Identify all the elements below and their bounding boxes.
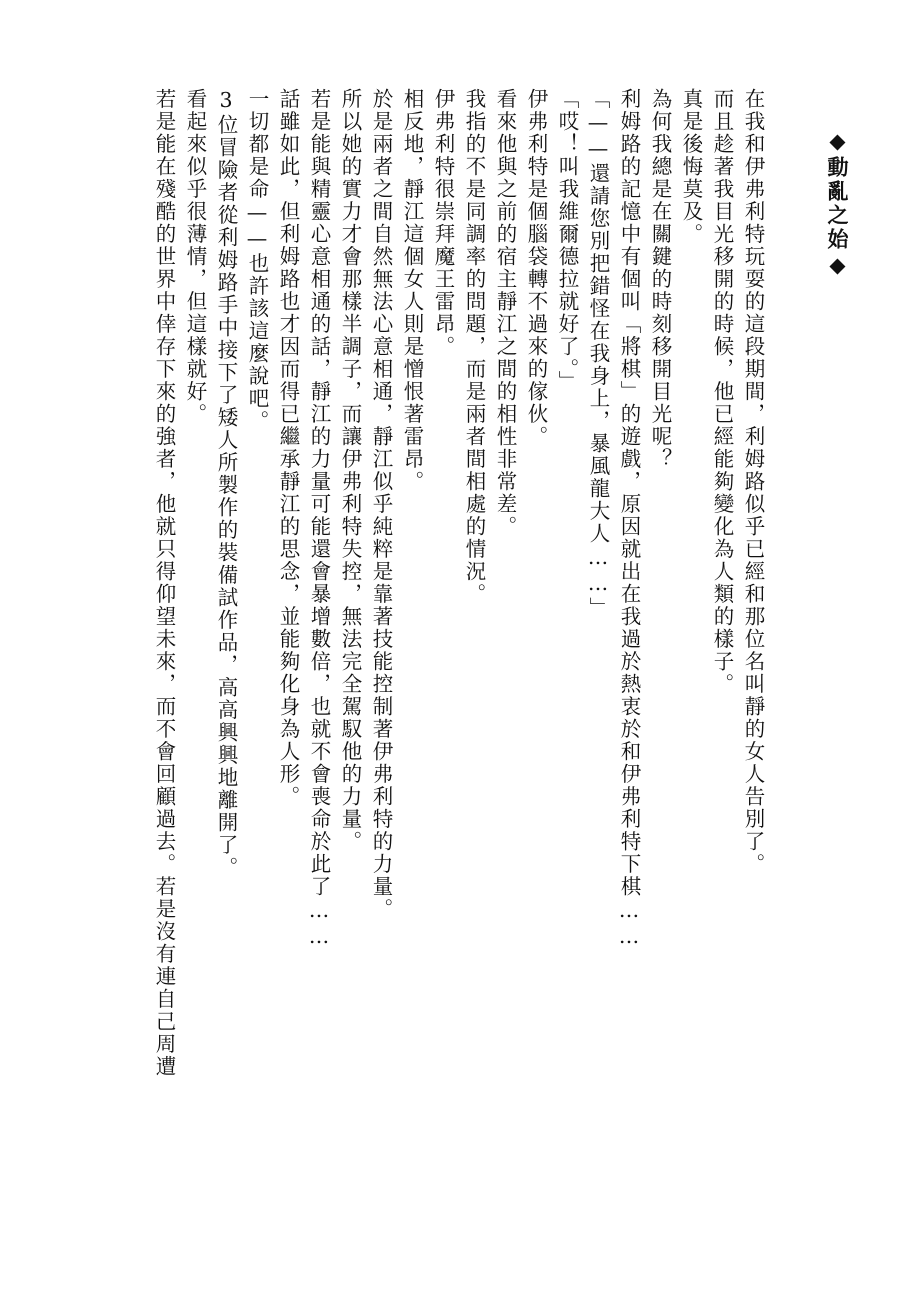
text-column: 相反地，靜江這個女人則是憎恨著雷昂。 — [400, 88, 424, 493]
vertical-text-body — [40, 88, 853, 1248]
text-column: 話雖如此，但利姆路也才因而得已繼承靜江的思念，並能夠化身為人形。 — [276, 88, 300, 808]
text-column: 在我和伊弗利特玩耍的這段期間，利姆路似乎已經和那位名叫靜的女人告別了。 — [741, 88, 765, 876]
text-column: 利姆路的記憶中有個叫「將棋」的遊戲，原因就出在我過於熱衷於和伊弗利特下棋…… — [617, 88, 641, 950]
text-column: 真是後悔莫及。 — [679, 88, 703, 246]
text-column: 為何我總是在關鍵的時刻移開目光呢？ — [648, 88, 672, 471]
text-column: 而且趁著我目光移開的時候，他已經能夠變化為人類的樣子。 — [710, 88, 734, 696]
text-column: 「——還請您別把錯怪在我身上，暴風龍大人……」 — [586, 88, 610, 620]
heading-gutter — [768, 88, 822, 1248]
text-column: 若是能在殘酷的世界中倖存下來的強者，他就只得仰望未來，而不會回顧過去。若是沒有連自己周遭 — [152, 88, 176, 1078]
text-column: 看起來似乎很薄情，但這樣就好。 — [183, 88, 207, 426]
chapter-heading: ◆動亂之始◆ — [825, 128, 850, 280]
text-column: 伊弗利特是個腦袋轉不過來的傢伙。 — [524, 88, 548, 448]
text-column: 3位冒險者從利姆路手中接下了矮人所製作的裝備試作品，高高興興地離開了。 — [214, 88, 238, 879]
text-column: 若是能與精靈心意相通的話，靜江的力量可能還會暴增數倍，也就不會喪命於此了…… — [307, 88, 331, 950]
text-column: 一切都是命——也許該這麼說吧。 — [245, 88, 269, 433]
text-column: 看來他與之前的宿主靜江之間的相性非常差。 — [493, 88, 517, 538]
text-column: 「哎！叫我維爾德拉就好了。」 — [555, 88, 579, 393]
text-column: 我指的不是同調率的問題，而是兩者間相處的情況。 — [462, 88, 486, 606]
text-column: 於是兩者之間自然無法心意相通，靜江似乎純粹是靠著技能控制著伊弗利特的力量。 — [369, 88, 393, 921]
text-column: 伊弗利特很崇拜魔王雷昂。 — [431, 88, 455, 358]
text-column: 所以她的實力才會那樣半調子，而讓伊弗利特失控，無法完全駕馭他的力量。 — [338, 88, 362, 853]
